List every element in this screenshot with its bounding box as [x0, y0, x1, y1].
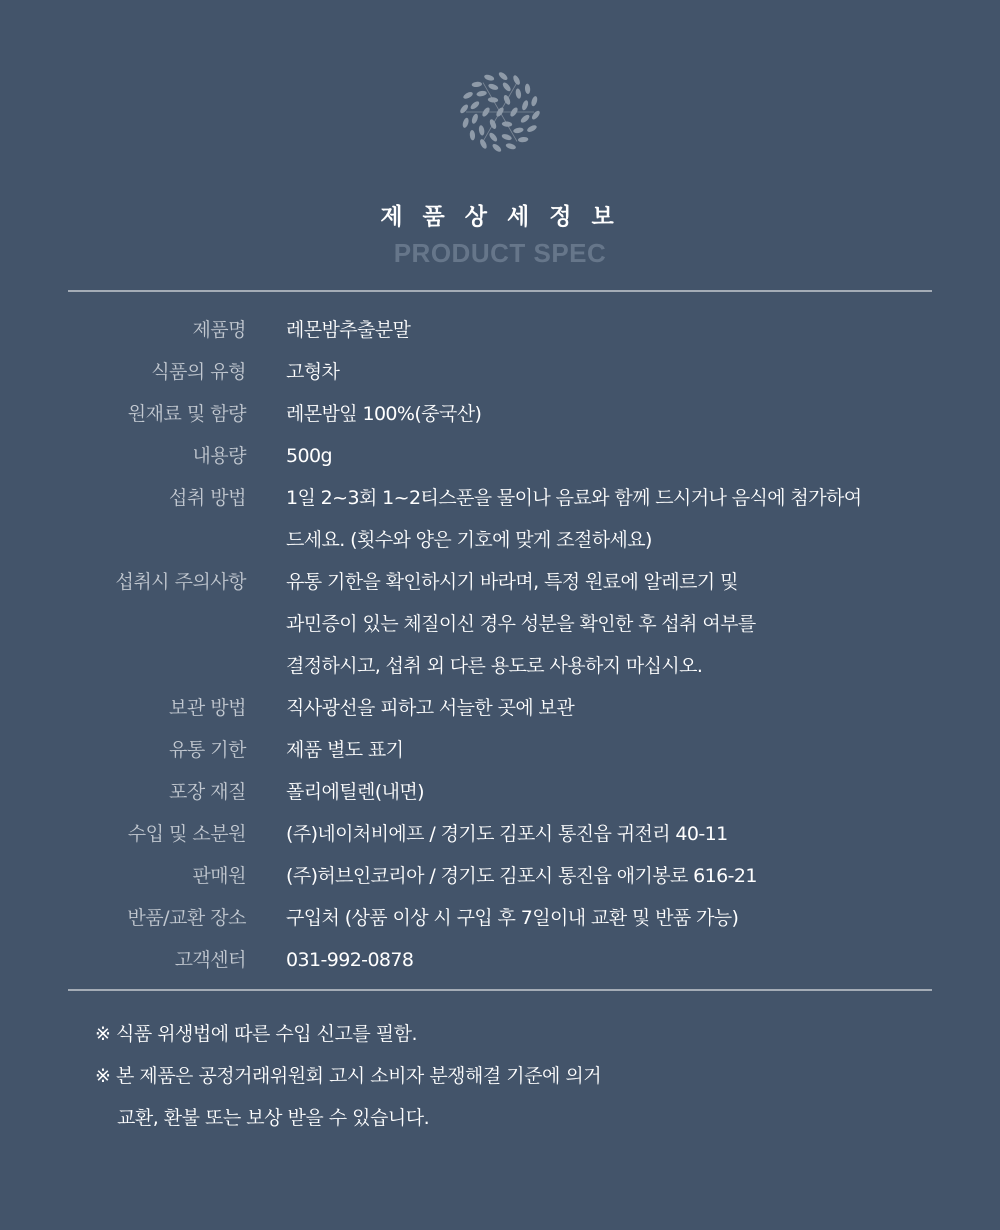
spec-value-line: (주)네이처비에프 / 경기도 김포시 통진읍 귀전리 40-11: [286, 823, 728, 845]
spec-label: 반품/교환 장소: [127, 907, 246, 929]
spec-value: [286, 351, 946, 393]
top-divider: [68, 290, 932, 292]
spec-label: 식품의 유형: [151, 361, 246, 383]
spec-value: [286, 729, 946, 771]
spec-value: [286, 855, 946, 897]
spec-label: 고객센터: [174, 949, 246, 971]
spec-row: [0, 435, 1000, 477]
spec-label: 섭취시 주의사항: [115, 571, 246, 593]
spec-row: [0, 561, 1000, 687]
spec-label: 보관 방법: [169, 697, 246, 719]
spec-value-line: 레몬밤추출분말: [286, 319, 411, 341]
spec-value-line: 031-992-0878: [286, 949, 414, 971]
spec-value: [286, 813, 946, 855]
spec-value-line: (주)허브인코리아 / 경기도 김포시 통진읍 애기봉로 616-21: [286, 865, 757, 887]
spec-value: [286, 771, 946, 813]
spec-row: [0, 855, 1000, 897]
spec-label: 섭취 방법: [169, 487, 246, 509]
spec-row: [0, 897, 1000, 939]
spec-label: 유통 기한: [169, 739, 246, 761]
spec-value-line: 500g: [286, 445, 332, 467]
notice-line: ※ 본 제품은 공정거래위원회 고시 소비자 분쟁해결 기준에 의거: [95, 1065, 602, 1087]
spec-value: [286, 897, 946, 939]
spec-row: [0, 351, 1000, 393]
spec-row: [0, 729, 1000, 771]
spec-row: [0, 309, 1000, 351]
spec-label: 판매원: [192, 865, 246, 887]
spec-row: [0, 771, 1000, 813]
spec-value: [286, 477, 946, 561]
spec-value-line: 결정하시고, 섭취 외 다른 용도로 사용하지 마십시오.: [286, 655, 703, 677]
spec-label: 포장 재질: [169, 781, 246, 803]
spec-value-line: 폴리에틸렌(내면): [286, 781, 424, 803]
spec-value-line: 드세요. (횟수와 양은 기호에 맞게 조절하세요): [286, 529, 652, 551]
spec-row: [0, 477, 1000, 561]
notice-block: [95, 1013, 895, 1139]
spec-value-line: 제품 별도 표기: [286, 739, 404, 761]
bottom-divider: [68, 989, 932, 991]
notice-line: ※ 식품 위생법에 따른 수입 신고를 필함.: [95, 1023, 418, 1045]
leaf-wreath-icon: [460, 72, 540, 152]
spec-value-line: 과민증이 있는 체질이신 경우 성분을 확인한 후 섭취 여부를: [286, 613, 756, 635]
section-title: 제 품 상 세 정 보: [380, 204, 620, 230]
spec-row: [0, 687, 1000, 729]
spec-row: [0, 393, 1000, 435]
spec-value-line: 직사광선을 피하고 서늘한 곳에 보관: [286, 697, 575, 719]
spec-value-line: 고형차: [286, 361, 340, 383]
spec-label: 내용량: [192, 445, 246, 467]
spec-row: [0, 939, 1000, 981]
spec-value-line: 레몬밤잎 100%(중국산): [286, 403, 482, 425]
spec-value: [286, 687, 946, 729]
spec-value: [286, 393, 946, 435]
spec-table: [0, 309, 1000, 981]
spec-value: [286, 435, 946, 477]
spec-label: 제품명: [192, 319, 246, 341]
spec-row: [0, 813, 1000, 855]
spec-value-line: 유통 기한을 확인하시기 바라며, 특정 원료에 알레르기 및: [286, 571, 738, 593]
spec-value-line: 구입처 (상품 이상 시 구입 후 7일이내 교환 및 반품 가능): [286, 907, 739, 929]
section-subtitle: PRODUCT SPEC: [393, 238, 607, 268]
spec-value: [286, 939, 946, 981]
spec-value: [286, 561, 946, 687]
spec-value: [286, 309, 946, 351]
spec-value-line: 1일 2~3회 1~2티스푼을 물이나 음료와 함께 드시거나 음식에 첨가하여: [286, 487, 862, 509]
spec-label: 원재료 및 함량: [127, 403, 246, 425]
spec-label: 수입 및 소분원: [127, 823, 246, 845]
notice-line: 교환, 환불 또는 보상 받을 수 있습니다.: [117, 1107, 430, 1129]
